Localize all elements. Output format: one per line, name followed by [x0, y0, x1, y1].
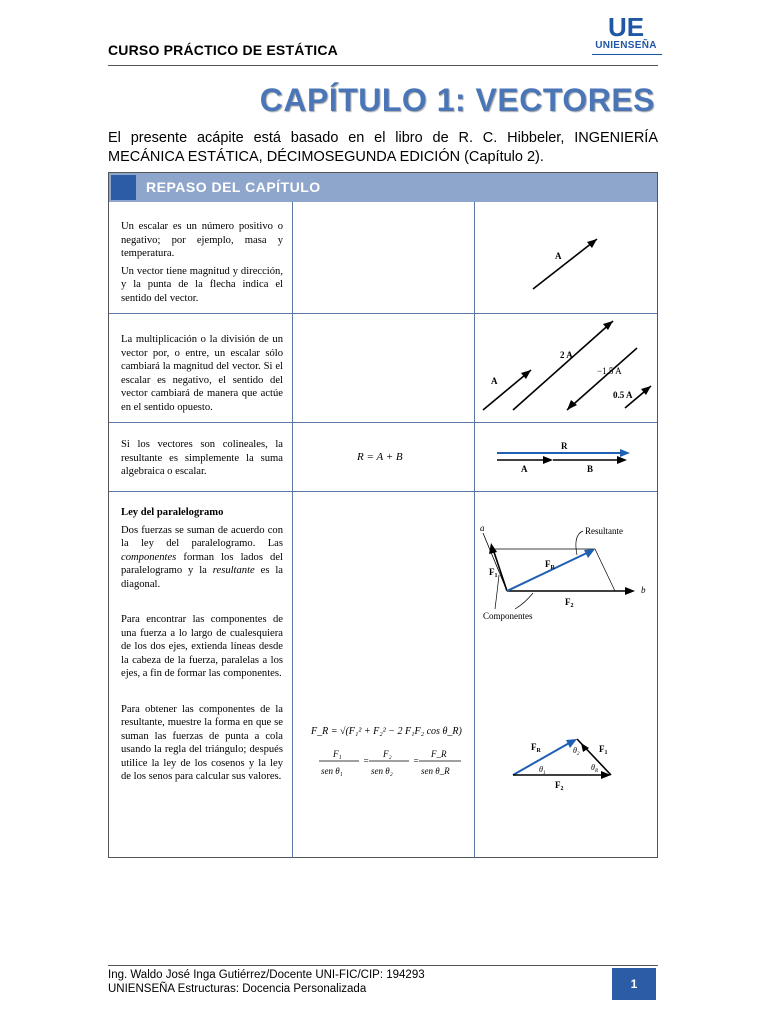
course-title: CURSO PRÁCTICO DE ESTÁTICA	[108, 42, 338, 58]
collinear-text: Si los vectores son colineales, la resultante es simplemente la suma algebraica o escalar.	[121, 439, 283, 477]
chapter-title: CAPÍTULO 1: VECTORES	[259, 82, 655, 118]
row4-text	[121, 506, 283, 788]
row-divider	[109, 491, 657, 492]
f2-label: $F_2$	[555, 780, 564, 790]
chapter-review-table	[108, 172, 658, 858]
axis-a-label: a	[480, 523, 485, 533]
arrowhead-icon	[625, 587, 635, 595]
review-header	[109, 173, 657, 202]
footer	[108, 968, 425, 996]
componentes-label: Componentes	[483, 611, 533, 621]
footer-author: Ing. Waldo José Inga Gutiérrez/Docente UNI-FIC/CIP: 194293	[108, 969, 425, 981]
vector-figure	[475, 203, 657, 313]
footer-divider	[108, 965, 658, 966]
vector-b-label: B	[587, 464, 594, 474]
scalar-definition: Un escalar es un número positivo o negativo; por ejemplo, masa y temperatura.	[121, 221, 283, 259]
vector-2a-label: 2 A	[560, 350, 573, 360]
equals-sign: =	[413, 756, 420, 766]
unienseña-logo	[592, 14, 660, 64]
axis-b-label: b	[641, 585, 646, 595]
header-square-icon	[111, 175, 136, 200]
logo-initials: UE	[607, 12, 645, 42]
f1-label: $F_1$	[489, 567, 498, 579]
vector-half-label: 0.5 A	[613, 390, 633, 400]
vector-a-label: A	[555, 251, 562, 261]
vector-neg-label: −1.5 A	[597, 366, 622, 376]
fr-label: $F_R$	[545, 559, 555, 571]
column-divider	[292, 202, 293, 858]
thetaR-label: $\theta_R$	[591, 763, 598, 774]
sine-law-denominator: sen θ_R	[421, 766, 450, 776]
equals-sign: =	[363, 756, 370, 766]
collinear-figure	[475, 423, 657, 491]
arrowhead-icon	[601, 771, 611, 779]
theta2-label: $\theta_2$	[573, 746, 580, 757]
logo-name: UNIENSEÑA	[595, 40, 657, 51]
vector-a-label: A	[521, 464, 528, 474]
sine-law-numerator: F₁	[333, 749, 342, 759]
vector-a-arrow	[533, 239, 597, 289]
arrowhead-icon	[617, 456, 627, 464]
sine-law-denominator: sen θ₂	[371, 766, 393, 776]
arrowhead-icon	[489, 543, 497, 554]
arrowhead-icon	[620, 449, 630, 457]
header-divider	[108, 65, 658, 66]
review-heading: REPASO DEL CAPÍTULO	[146, 179, 321, 195]
page-number: 1	[612, 968, 656, 1000]
arrowhead-icon	[543, 456, 553, 464]
footer-organization: UNIENSEÑA Estructuras: Docencia Personalizada	[108, 983, 367, 995]
triangle-rule-figure	[475, 718, 657, 790]
resultant-label: R	[561, 441, 568, 451]
fr-label: $F_R$	[531, 742, 541, 754]
logo-tagline-bar: ▬▬▬▬▬▬▬▬▬▬▬▬▬▬▬▬▬▬▬▬	[592, 52, 662, 56]
row3-text	[121, 438, 283, 483]
sine-law-denominator: sen θ₁	[321, 766, 343, 776]
parallelogram-figure	[475, 513, 657, 623]
components-text: Para encontrar las componentes de una fuerza a lo largo de cualesquiera de los dos ejes, extienda líneas desde la cabeza de la fuerza, paralelas a los ejes, a fin de formar las componentes.	[121, 614, 283, 679]
theta1-label: $\theta_1$	[539, 765, 546, 776]
parallelogram-law-text: Dos fuerzas se suman de acuerdo con la ley del paralelogramo. Las componentes forman los lados del paralelogramo y la resultante es la diagonal.	[121, 524, 283, 590]
vector-a-label: A	[491, 376, 498, 386]
sine-law-numerator: F_R	[431, 749, 447, 759]
cosine-law-formula: F_R = √(F₁² + F₂² − 2 F₁F₂ cos θ_R)	[311, 726, 462, 737]
f1-label: $F_1$	[599, 744, 608, 756]
collinear-formula: R = A + B	[357, 451, 403, 463]
f2-label: $F_2$	[565, 597, 574, 609]
intro-paragraph: El presente acápite está basado en el libro de R. C. Hibbeler, INGENIERÍA MECÁNICA ESTÁTICA, DÉCIMOSEGUNDA EDICIÓN (Capítulo 2).	[108, 130, 658, 165]
scalar-multiplication-text: La multiplicación o la división de un vector por, o entre, un escalar sólo cambiará la magnitud del vector. Si el escalar es negativo, el sentido del vector cambiará de manera que actúe en el sentido opuesto.	[121, 334, 283, 413]
triangle-rule-text: Para obtener las componentes de la resultante, muestre la forma en que se suman las fuerzas de punta a cola usando la regla del triángulo; después utilice la ley de los cosenos y la ley de los senos para calcular sus valores.	[121, 703, 283, 782]
row2-text	[121, 333, 283, 418]
resultante-label: Resultante	[585, 526, 623, 536]
scalar-multiplication-figure	[475, 314, 657, 422]
parallelogram-law-heading: Ley del paralelogramo	[121, 507, 224, 518]
row1-text	[121, 220, 283, 309]
sine-law-formula	[307, 745, 467, 783]
sine-law-numerator: F₂	[383, 749, 392, 759]
vector-definition: Un vector tiene magnitud y dirección, y la punta de la flecha indica el sentido del vector.	[121, 265, 283, 304]
